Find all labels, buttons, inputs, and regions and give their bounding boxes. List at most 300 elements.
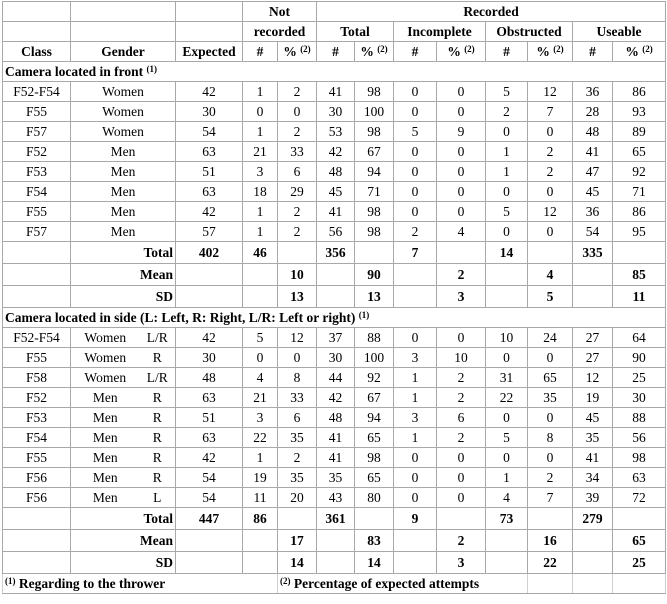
value-cell: 98 [355,82,394,102]
value-cell: 12 [278,328,317,348]
value-cell-total [437,508,486,530]
sd-label: SD [71,552,176,574]
value-cell: 1 [243,122,278,142]
class-cell: F54 [3,428,71,448]
value-cell: 2 [394,222,437,242]
expected-cell: 54 [176,468,243,488]
value-cell: 2 [528,468,573,488]
value-cell: 0 [278,348,317,368]
value-cell: 41 [573,448,613,468]
value-cell: 34 [573,468,613,488]
value-cell: 30 [317,348,355,368]
value-cell: 6 [278,408,317,428]
recorded-header: Recorded [317,2,666,22]
value-cell: 94 [355,408,394,428]
section-title-row [3,308,666,328]
expected-cell: 63 [176,428,243,448]
value-cell: 0 [437,202,486,222]
footnote-marker: (1) [146,64,157,74]
value-cell: 0 [394,328,437,348]
gender-cell: Men [71,408,140,428]
side-cell: R [140,448,176,468]
table-row [3,222,666,242]
value-cell-total [278,242,317,264]
expected-cell: 54 [176,122,243,142]
header-row-3 [3,42,666,62]
value-cell: 1 [243,82,278,102]
percent-header [355,42,394,62]
value-cell: 47 [573,162,613,182]
table-row [3,182,666,202]
value-cell-mean: 4 [528,264,573,286]
class-cell: F55 [3,202,71,222]
value-cell: 0 [437,328,486,348]
mean-row [3,264,666,286]
value-cell: 5 [486,82,528,102]
value-cell: 0 [437,468,486,488]
value-cell: 3 [394,408,437,428]
value-cell: 41 [317,82,355,102]
table-row [3,448,666,468]
value-cell: 90 [613,348,666,368]
value-cell-total: 335 [573,242,613,264]
value-cell: 48 [317,408,355,428]
value-cell-mean [573,530,613,552]
expected-cell: 54 [176,488,243,508]
value-cell-total [437,242,486,264]
gender-cell: Women [71,102,176,122]
value-cell: 2 [528,162,573,182]
value-cell-total [613,242,666,264]
value-cell: 71 [613,182,666,202]
value-cell: 2 [437,428,486,448]
value-cell: 0 [486,408,528,428]
value-cell: 72 [613,488,666,508]
value-cell: 1 [243,222,278,242]
value-cell: 86 [613,202,666,222]
value-cell: 92 [613,162,666,182]
value-cell: 0 [243,348,278,368]
total-label: Total [71,508,176,530]
expected-cell: 42 [176,202,243,222]
class-cell: F54 [3,182,71,202]
value-cell: 41 [317,448,355,468]
value-cell: 27 [573,328,613,348]
value-cell: 63 [613,468,666,488]
value-cell: 0 [394,162,437,182]
value-cell: 10 [486,328,528,348]
gender-cell: Men [71,162,176,182]
table-row [3,122,666,142]
expected-cell: 51 [176,408,243,428]
side-cell: L/R [140,328,176,348]
table-row [3,162,666,182]
value-cell: 4 [437,222,486,242]
value-cell: 28 [573,102,613,122]
value-cell-sd [486,286,528,308]
value-cell-total [528,508,573,530]
value-cell: 56 [317,222,355,242]
value-cell: 4 [243,368,278,388]
value-cell: 0 [243,102,278,122]
value-cell: 36 [573,82,613,102]
value-cell: 35 [317,468,355,488]
value-cell-mean [243,530,278,552]
value-cell-mean [394,264,437,286]
class-cell: F55 [3,448,71,468]
side-cell: R [140,428,176,448]
value-cell: 39 [573,488,613,508]
value-cell: 45 [573,182,613,202]
table-row [3,82,666,102]
value-cell: 2 [278,448,317,468]
value-cell: 2 [278,202,317,222]
value-cell-total: 46 [243,242,278,264]
value-cell-sd: 3 [437,552,486,574]
gender-cell: Women [71,348,140,368]
value-cell-sd [317,286,355,308]
header-row-2 [3,22,666,42]
percent-header [437,42,486,62]
footnote-marker: (1) [358,310,370,320]
value-cell: 42 [317,142,355,162]
gender-cell: Women [71,82,176,102]
value-cell-total: 356 [317,242,355,264]
value-cell: 0 [486,122,528,142]
value-cell: 22 [243,428,278,448]
value-cell-total [355,508,394,530]
class-cell: F56 [3,468,71,488]
value-cell: 100 [355,348,394,368]
value-cell: 12 [573,368,613,388]
value-cell: 0 [528,408,573,428]
value-cell: 54 [573,222,613,242]
table-row [3,408,666,428]
mean-row [3,530,666,552]
total-header: Total [317,22,394,42]
value-cell: 8 [528,428,573,448]
value-cell: 80 [355,488,394,508]
class-cell: F52-F54 [3,82,71,102]
count-header: # [573,42,613,62]
value-cell: 12 [528,202,573,222]
value-cell-sd [243,286,278,308]
value-cell-sd [394,286,437,308]
value-cell-mean: 85 [613,264,666,286]
value-cell: 9 [437,122,486,142]
footnote-2 [278,574,528,594]
value-cell: 65 [355,428,394,448]
footnote-marker: (1) [5,576,16,586]
value-cell: 5 [394,122,437,142]
expected-cell: 42 [176,82,243,102]
value-cell-mean [486,530,528,552]
value-cell-mean: 2 [437,530,486,552]
value-cell: 1 [243,448,278,468]
class-cell: F53 [3,408,71,428]
expected-cell: 63 [176,388,243,408]
table-row [3,428,666,448]
value-cell: 89 [613,122,666,142]
value-cell: 0 [486,222,528,242]
value-cell: 45 [317,182,355,202]
class-cell: F58 [3,368,71,388]
percent-symbol: % [447,44,461,59]
section-title-row [3,62,666,82]
value-cell-sd: 11 [613,286,666,308]
sd-row [3,286,666,308]
value-cell-sd: 13 [355,286,394,308]
value-cell: 27 [573,348,613,368]
value-cell: 30 [317,102,355,122]
value-cell: 0 [528,222,573,242]
value-cell: 2 [278,222,317,242]
value-cell: 29 [278,182,317,202]
value-cell: 0 [394,488,437,508]
value-cell-mean [486,264,528,286]
value-cell: 0 [528,182,573,202]
footnote-2-text: Percentage of expected attempts [290,576,480,591]
value-cell: 0 [437,102,486,122]
value-cell: 0 [394,468,437,488]
value-cell-total: 86 [243,508,278,530]
incomplete-header: Incomplete [394,22,486,42]
value-cell-total: 9 [394,508,437,530]
table-row [3,468,666,488]
obstructed-header: Obstructed [486,22,573,42]
sd-row [3,552,666,574]
expected-cell: 51 [176,162,243,182]
value-cell-mean: 90 [355,264,394,286]
value-cell-sd: 3 [437,286,486,308]
value-cell: 0 [528,448,573,468]
value-cell: 71 [355,182,394,202]
footnote-1-text: Regarding to the thrower [15,576,166,591]
useable-header: Useable [573,22,666,42]
value-cell: 65 [355,468,394,488]
side-cell: R [140,468,176,488]
value-cell-mean [243,264,278,286]
expected-total: 447 [176,508,243,530]
side-cell: R [140,348,176,368]
total-row [3,242,666,264]
value-cell: 2 [437,388,486,408]
value-cell: 6 [278,162,317,182]
value-cell: 0 [528,348,573,368]
footnote-marker: (2) [377,44,388,54]
class-cell: F56 [3,488,71,508]
value-cell-total [528,242,573,264]
footnote-marker: (2) [464,44,475,54]
percent-symbol: % [536,44,550,59]
value-cell: 5 [486,202,528,222]
class-cell: F57 [3,222,71,242]
header-row-1 [3,2,666,22]
gender-cell: Men [71,222,176,242]
value-cell: 0 [394,448,437,468]
value-cell-sd: 5 [528,286,573,308]
side-cell: R [140,388,176,408]
value-cell: 95 [613,222,666,242]
value-cell: 43 [317,488,355,508]
value-cell: 0 [394,202,437,222]
value-cell-total: 14 [486,242,528,264]
class-cell: F57 [3,122,71,142]
value-cell: 56 [613,428,666,448]
expected-cell: 48 [176,368,243,388]
section-title-text: Camera located in front [5,64,147,79]
value-cell-total [278,508,317,530]
value-cell-total [355,242,394,264]
value-cell: 65 [613,142,666,162]
value-cell: 0 [394,182,437,202]
gender-cell: Men [71,388,140,408]
value-cell-mean: 83 [355,530,394,552]
value-cell: 98 [355,222,394,242]
value-cell: 33 [278,388,317,408]
table-row [3,368,666,388]
value-cell: 7 [528,102,573,122]
class-cell: F55 [3,348,71,368]
value-cell: 4 [486,488,528,508]
value-cell: 21 [243,142,278,162]
total-label: Total [71,242,176,264]
value-cell: 2 [278,122,317,142]
value-cell-mean [317,530,355,552]
section-title-text: Camera located in side (L: Left, R: Right, L/R: Left or right) [5,310,359,325]
value-cell-mean [317,264,355,286]
not-recorded-header: Not [243,2,317,22]
value-cell: 8 [278,368,317,388]
expected-sd [176,552,243,574]
side-cell: R [140,408,176,428]
value-cell: 24 [528,328,573,348]
footnote-1 [3,574,278,594]
gender-cell: Women [71,328,140,348]
value-cell: 98 [355,202,394,222]
value-cell: 1 [243,202,278,222]
footnote-marker: (2) [280,576,291,586]
value-cell-sd: 14 [355,552,394,574]
value-cell: 37 [317,328,355,348]
value-cell: 88 [355,328,394,348]
value-cell: 2 [486,102,528,122]
value-cell: 1 [394,388,437,408]
value-cell: 0 [394,82,437,102]
count-header: # [486,42,528,62]
value-cell-sd [573,552,613,574]
value-cell: 3 [394,348,437,368]
percent-header [278,42,317,62]
expected-cell: 30 [176,348,243,368]
value-cell: 3 [243,408,278,428]
value-cell: 93 [613,102,666,122]
footnote-marker: (2) [300,44,311,54]
value-cell-sd: 13 [278,286,317,308]
expected-mean [176,264,243,286]
value-cell: 1 [394,428,437,448]
class-cell: F52 [3,142,71,162]
value-cell-mean: 2 [437,264,486,286]
value-cell-mean: 16 [528,530,573,552]
percent-symbol: % [625,44,639,59]
value-cell: 1 [394,368,437,388]
value-cell: 30 [613,388,666,408]
value-cell: 92 [355,368,394,388]
value-cell: 1 [486,142,528,162]
gender-header: Gender [71,42,176,62]
value-cell-sd [573,286,613,308]
count-header: # [317,42,355,62]
value-cell: 44 [317,368,355,388]
value-cell: 11 [243,488,278,508]
expected-cell: 30 [176,102,243,122]
value-cell-mean: 17 [278,530,317,552]
percent-header [613,42,666,62]
value-cell: 19 [573,388,613,408]
value-cell: 1 [486,468,528,488]
value-cell: 7 [528,488,573,508]
value-cell: 64 [613,328,666,348]
value-cell: 41 [317,428,355,448]
expected-cell: 63 [176,142,243,162]
value-cell: 0 [437,182,486,202]
gender-cell: Men [71,202,176,222]
value-cell: 98 [355,122,394,142]
not-recorded-header-2: recorded [243,22,317,42]
footnote-row [3,574,666,594]
value-cell: 0 [486,348,528,368]
class-cell: F52 [3,388,71,408]
value-cell: 94 [355,162,394,182]
value-cell: 2 [437,368,486,388]
table-row [3,142,666,162]
value-cell-mean: 10 [278,264,317,286]
value-cell: 0 [394,142,437,162]
value-cell-total: 7 [394,242,437,264]
class-header: Class [3,42,71,62]
value-cell-sd [243,552,278,574]
value-cell: 33 [278,142,317,162]
value-cell: 35 [528,388,573,408]
side-cell: L/R [140,368,176,388]
side-cell: L [140,488,176,508]
value-cell: 5 [486,428,528,448]
results-table [2,1,666,594]
value-cell: 21 [243,388,278,408]
value-cell: 0 [437,82,486,102]
gender-cell: Women [71,368,140,388]
value-cell: 48 [573,122,613,142]
value-cell-sd [317,552,355,574]
value-cell: 0 [437,142,486,162]
value-cell: 42 [317,388,355,408]
value-cell-total [613,508,666,530]
value-cell: 25 [613,368,666,388]
mean-label: Mean [71,264,176,286]
table-row [3,202,666,222]
footnote-marker: (2) [642,44,653,54]
value-cell: 3 [243,162,278,182]
class-cell: F53 [3,162,71,182]
expected-cell: 42 [176,328,243,348]
total-row [3,508,666,530]
table-row [3,388,666,408]
value-cell: 88 [613,408,666,428]
value-cell: 0 [486,182,528,202]
value-cell: 0 [528,122,573,142]
value-cell: 1 [486,162,528,182]
